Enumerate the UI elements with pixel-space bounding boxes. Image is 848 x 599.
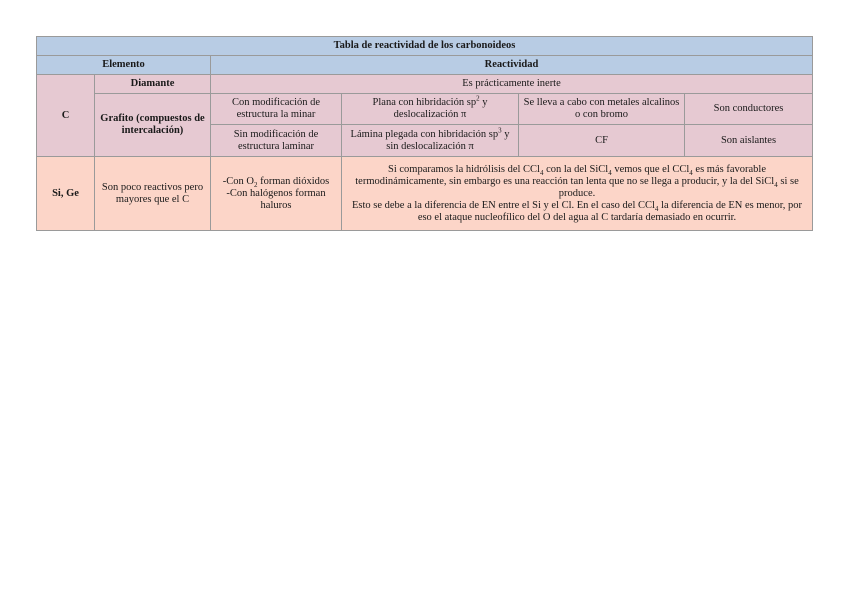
si-ge-description: Son poco reactivos pero mayores que el C (95, 157, 211, 231)
reactivity-table (36, 36, 813, 231)
element-carbon: C (37, 75, 95, 157)
element-si-ge: Si, Ge (37, 157, 95, 231)
header-elemento: Elemento (37, 56, 211, 75)
grafito-label: Grafito (compuestos de intercalación) (95, 94, 211, 157)
si-ge-explanation: Si comparamos la hidrólisis del CCl$_4$ con la del SiCl$_4$ vemos que el CCl$_4$ es más favorable termodinámicamente, sin embargo es una reacción tan lenta que no se llega a producir, y la del SiCl$_4$ si se produce. Esto se debe a la diferencia de EN entre el Si y el Cl. En el caso del CCl$_4$ la diferencia de EN es menor, por eso el ataque nucleofílico del O del agua al C tardaría demasiado en ocurrir. (342, 157, 813, 231)
header-reactividad: Reactividad (211, 56, 813, 75)
diamante-label: Diamante (95, 75, 211, 94)
si-ge-reactions: -Con $O_2$ forman dióxidos -Con halógenos forman haluros (211, 157, 342, 231)
diamante-reactivity: Es prácticamente inerte (211, 75, 813, 94)
sin-modificacion-property: Son aislantes (685, 125, 813, 157)
sin-modificacion-structure: Lámina plegada con hibridación $sp^3$ y sin deslocalización π (342, 125, 519, 157)
sin-modificacion-reaction: CF (519, 125, 685, 157)
sin-modificacion-label: Sin modificación de estructura laminar (211, 125, 342, 157)
con-modificacion-property: Son conductores (685, 94, 813, 125)
con-modificacion-reaction: Se lleva a cabo con metales alcalinos o con bromo (519, 94, 685, 125)
table-title: Tabla de reactividad de los carbonoideos (37, 37, 813, 56)
con-modificacion-label: Con modificación de estructura la minar (211, 94, 342, 125)
con-modificacion-structure: Plana con hibridación $sp^2$ y deslocalización π (342, 94, 519, 125)
